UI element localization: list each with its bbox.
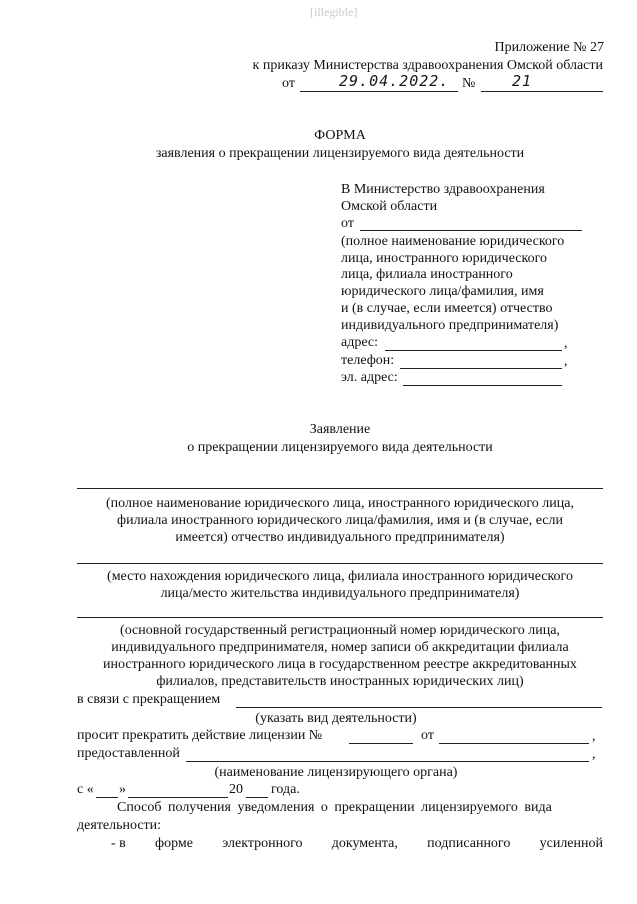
since-day-line — [96, 797, 118, 798]
since-year-suffix: года. — [271, 782, 300, 797]
since-year-line — [246, 797, 268, 798]
authority-line — [186, 761, 589, 762]
order-date-handwritten: 29.04.2022. — [339, 72, 450, 90]
method-word-6: усиленной — [539, 836, 603, 851]
phone-label: телефон: — [341, 353, 395, 368]
addressee-desc-5: и (в случае, если имеется) отчество — [341, 301, 553, 316]
authority-comma: , — [592, 747, 596, 762]
order-number-handwritten: 21 — [512, 72, 533, 90]
form-title: ФОРМА — [314, 128, 366, 143]
order-from-label: от — [282, 76, 295, 91]
addressee-desc-6: индивидуального предпринимателя) — [341, 318, 559, 333]
due-to-label: в связи с прекращением — [77, 692, 221, 707]
registration-hint-1: (основной государственный регистрационный номер юридического лица, — [120, 623, 560, 638]
applicant-name-line — [77, 488, 603, 489]
activity-line — [236, 707, 602, 708]
authority-hint: (наименование лицензирующего органа) — [214, 765, 458, 780]
method-option-electronic — [111, 837, 603, 851]
granted-label: предоставленной — [77, 746, 180, 761]
license-number-line — [349, 743, 413, 744]
address-comma: , — [564, 336, 568, 351]
phone-line — [400, 368, 562, 369]
faint-header-text: [illegible] — [310, 5, 358, 19]
statement-title: Заявление — [309, 422, 371, 437]
registration-hint-2: индивидуального предпринимателя, номер записи об аккредитации филиала — [111, 640, 569, 655]
addressee-desc-1: (полное наименование юридического — [341, 234, 565, 249]
location-hint-2: лица/место жительства индивидуального предпринимателя) — [160, 586, 520, 601]
order-date-line — [300, 91, 458, 92]
addressee-line-2: Омской области — [341, 199, 438, 214]
method-word-1: - в — [111, 836, 126, 851]
location-line — [77, 563, 603, 564]
registration-hint-3: иностранного юридического лица в государственном реестре аккредитованных — [103, 657, 577, 672]
addressee-from-label: от — [341, 216, 354, 231]
email-label: эл. адрес: — [341, 370, 398, 385]
method-line-2: деятельности: — [77, 818, 162, 833]
appendix-number: Приложение № 27 — [494, 40, 604, 55]
order-number-line — [481, 91, 603, 92]
address-line — [385, 350, 562, 351]
since-month-line — [128, 797, 228, 798]
since-open-quote: с « — [77, 782, 94, 797]
order-reference: к приказу Министерства здравоохранения Омской области — [252, 58, 603, 73]
addressee-desc-3: лица, филиала иностранного — [341, 267, 513, 282]
method-word-4: документа, — [331, 836, 398, 851]
applicant-name-hint-3: имеется) отчество индивидуального предпринимателя) — [175, 530, 505, 545]
address-label: адрес: — [341, 335, 379, 350]
request-label: просит прекратить действие лицензии № — [77, 728, 323, 743]
activity-hint: (указать вид деятельности) — [255, 711, 417, 726]
order-number-label: № — [462, 76, 476, 91]
location-hint-1: (место нахождения юридического лица, филиала иностранного юридического — [107, 569, 573, 584]
method-line-1: Способ получения уведомления о прекращении лицензируемого вида — [117, 800, 552, 815]
registration-line — [77, 617, 603, 618]
since-close-quote: » — [119, 782, 126, 797]
method-word-5: подписанного — [427, 836, 511, 851]
phone-comma: , — [564, 354, 568, 369]
addressee-desc-4: юридического лица/фамилия, имя — [341, 284, 544, 299]
form-subtitle: заявления о прекращении лицензируемого вида деятельности — [155, 146, 525, 161]
registration-hint-4: филиалов, представительств иностранных юридических лиц) — [156, 674, 524, 689]
license-date-line — [439, 743, 589, 744]
addressee-desc-2: лица, иностранного юридического — [341, 251, 547, 266]
email-line — [403, 385, 562, 386]
license-comma: , — [592, 729, 596, 744]
since-year-prefix: 20 — [229, 782, 243, 797]
applicant-name-hint-1: (полное наименование юридического лица, иностранного юридического лица, — [106, 496, 574, 511]
addressee-line-1: В Министерство здравоохранения — [341, 182, 545, 197]
statement-subtitle: о прекращении лицензируемого вида деятельности — [187, 440, 493, 455]
addressee-from-line — [360, 230, 582, 231]
method-word-3: электронного — [222, 836, 303, 851]
license-from-label: от — [421, 728, 434, 743]
applicant-name-hint-2: филиала иностранного юридического лица/фамилия, имя и (в случае, если — [117, 513, 563, 528]
method-word-2: форме — [155, 836, 193, 851]
